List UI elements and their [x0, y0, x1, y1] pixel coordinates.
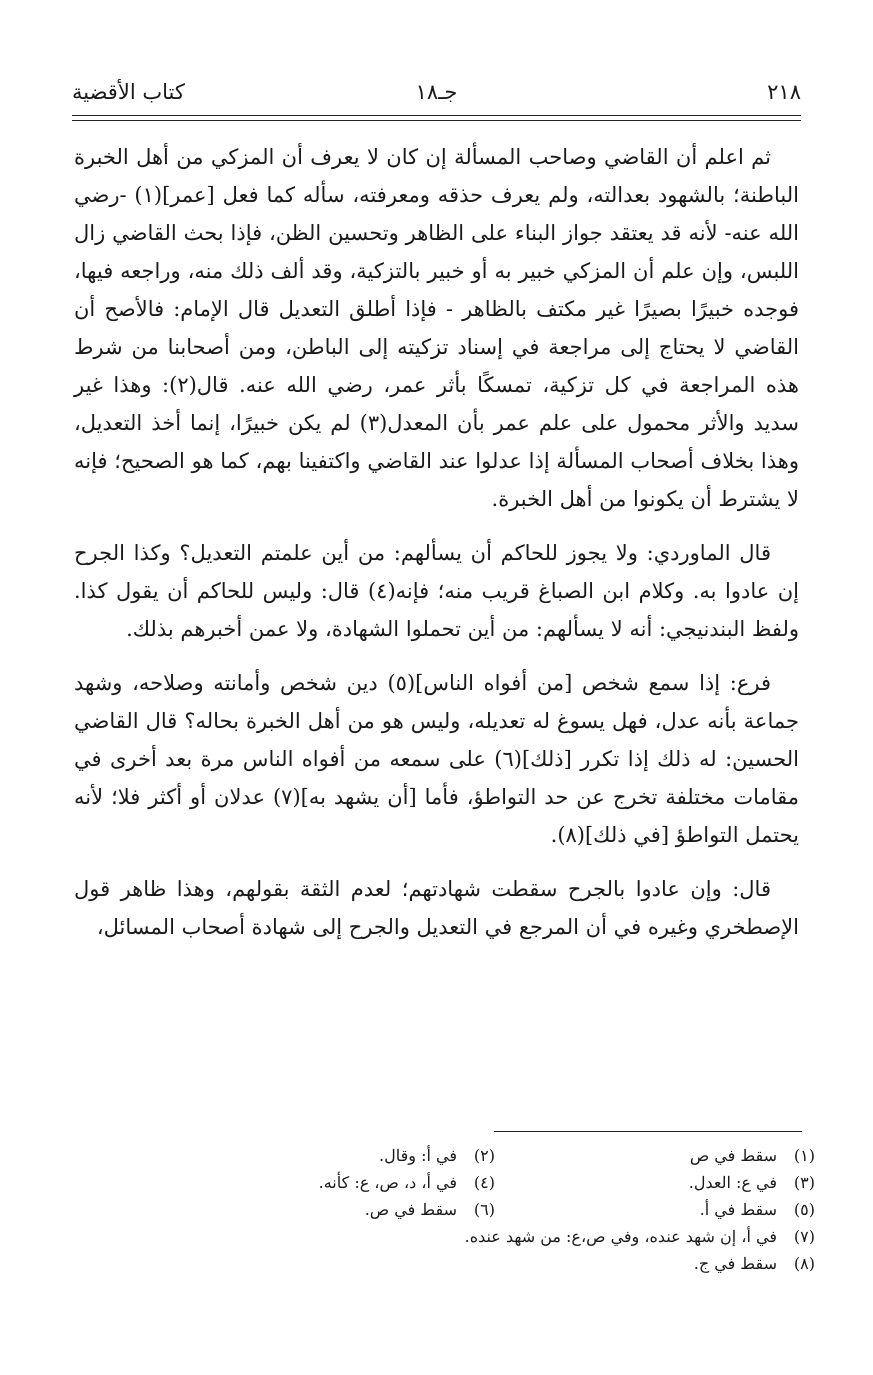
paragraph: قال الماوردي: ولا يجوز للحاكم أن يسألهم: من أين علمتم التعديل؟ وكذا الجرح إن عادوا به. وكلام ابن الصباغ قريب منه؛ فإنه(٤) قال: وليس للحاكم أن يقول كذا. ولفظ البندنيجي: أنه لا يسألهم: من أين تحملوا الشهادة، ولا عمن أخبرهم بذلك.	[74, 541, 799, 641]
header-rule-bottom	[72, 120, 801, 121]
footnote: (٦)سقط في ص.	[364, 1200, 495, 1219]
paragraph: ثم اعلم أن القاضي وصاحب المسألة إن كان لا يعرف أن المزكي من أهل الخبرة الباطنة؛ بالشهود بعدالته، ولم يعرف حذقه ومعرفته، سأله كما فعل [عمر](١) -رضي الله عنه- لأنه قد يعتقد جواز البناء على الظاهر وتحسين الظن، فإذا بحث القاضي زال اللبس، وإن علم أن المزكي خبير به أو خبير بالتزكية، وقد ألف ذلك منه، وراجعه فيها، فوجده خبيرًا بصيرًا غير مكتف بالظاهر - فإذا أطلق التعديل قال الإمام: فالأصح أن القاضي لا يحتاج إلى مراجعة في إسناد تزكيته إلى الباطن، ومن أصحابنا من شرط هذه المراجعة في كل تزكية، تمسكًا بأثر عمر، رضي الله عنه. قال(٢): وهذا غير سديد والأثر محمول على علم عمر بأن المعدل(٣) لم يكن خبيرًا، إنما أخذ التعديل، وهذا بخلاف أصحاب المسألة إذا عدلوا عند القاضي واكتفينا بهم، كما هو الصحيح؛ فإنه لا يشترط أن يكونوا من أهل الخبرة.	[74, 145, 799, 511]
footnote: (٣)في ع: العدل.	[688, 1173, 815, 1192]
main-text	[74, 138, 799, 946]
footnote: (٤)في أ، د، ص، ع: كأنه.	[318, 1173, 495, 1192]
running-header	[72, 78, 801, 114]
page-number: ٢١٨	[767, 80, 801, 104]
book-title: كتاب الأقضية	[72, 80, 185, 104]
footnote-separator	[494, 1131, 802, 1132]
footnote: (١)سقط في ص	[689, 1146, 815, 1165]
paragraph: فرع: إذا سمع شخص [من أفواه الناس](٥) دين شخص وأمانته وصلاحه، وشهد جماعة بأنه عدل، فهل يسوغ له تعديله، وليس هو من أهل الخبرة بحاله؟ قال القاضي الحسين: له ذلك إذا تكرر [ذلك](٦) على سمعه من أفواه الناس مرة بعد أخرى في مقامات مختلفة تخرج عن حد التواطؤ، فأما [أن يشهد به](٧) عدلان أو أكثر فلا؛ لأنه يحتمل التواطؤ [في ذلك](٨).	[74, 671, 800, 847]
footnote: (٢)في أ: وقال.	[379, 1146, 495, 1165]
footnote: (٨)سقط في ج.	[693, 1254, 815, 1273]
paragraph: قال: وإن عادوا بالجرح سقطت شهادتهم؛ لعدم الثقة بقولهم، وهذا ظاهر قول الإصطخري وغيره في أن المرجع في التعديل والجرح إلى شهادة أصحاب المسائل،	[74, 877, 799, 939]
footnote: (٥)سقط في أ.	[699, 1200, 815, 1219]
volume-label: جـ١٨	[415, 80, 458, 104]
header-rule-top	[72, 115, 801, 116]
footnote: (٧)في أ، إن شهد عنده، وفي ص،ع: من شهد عنده.	[464, 1227, 815, 1246]
footnotes	[175, 1142, 815, 1277]
